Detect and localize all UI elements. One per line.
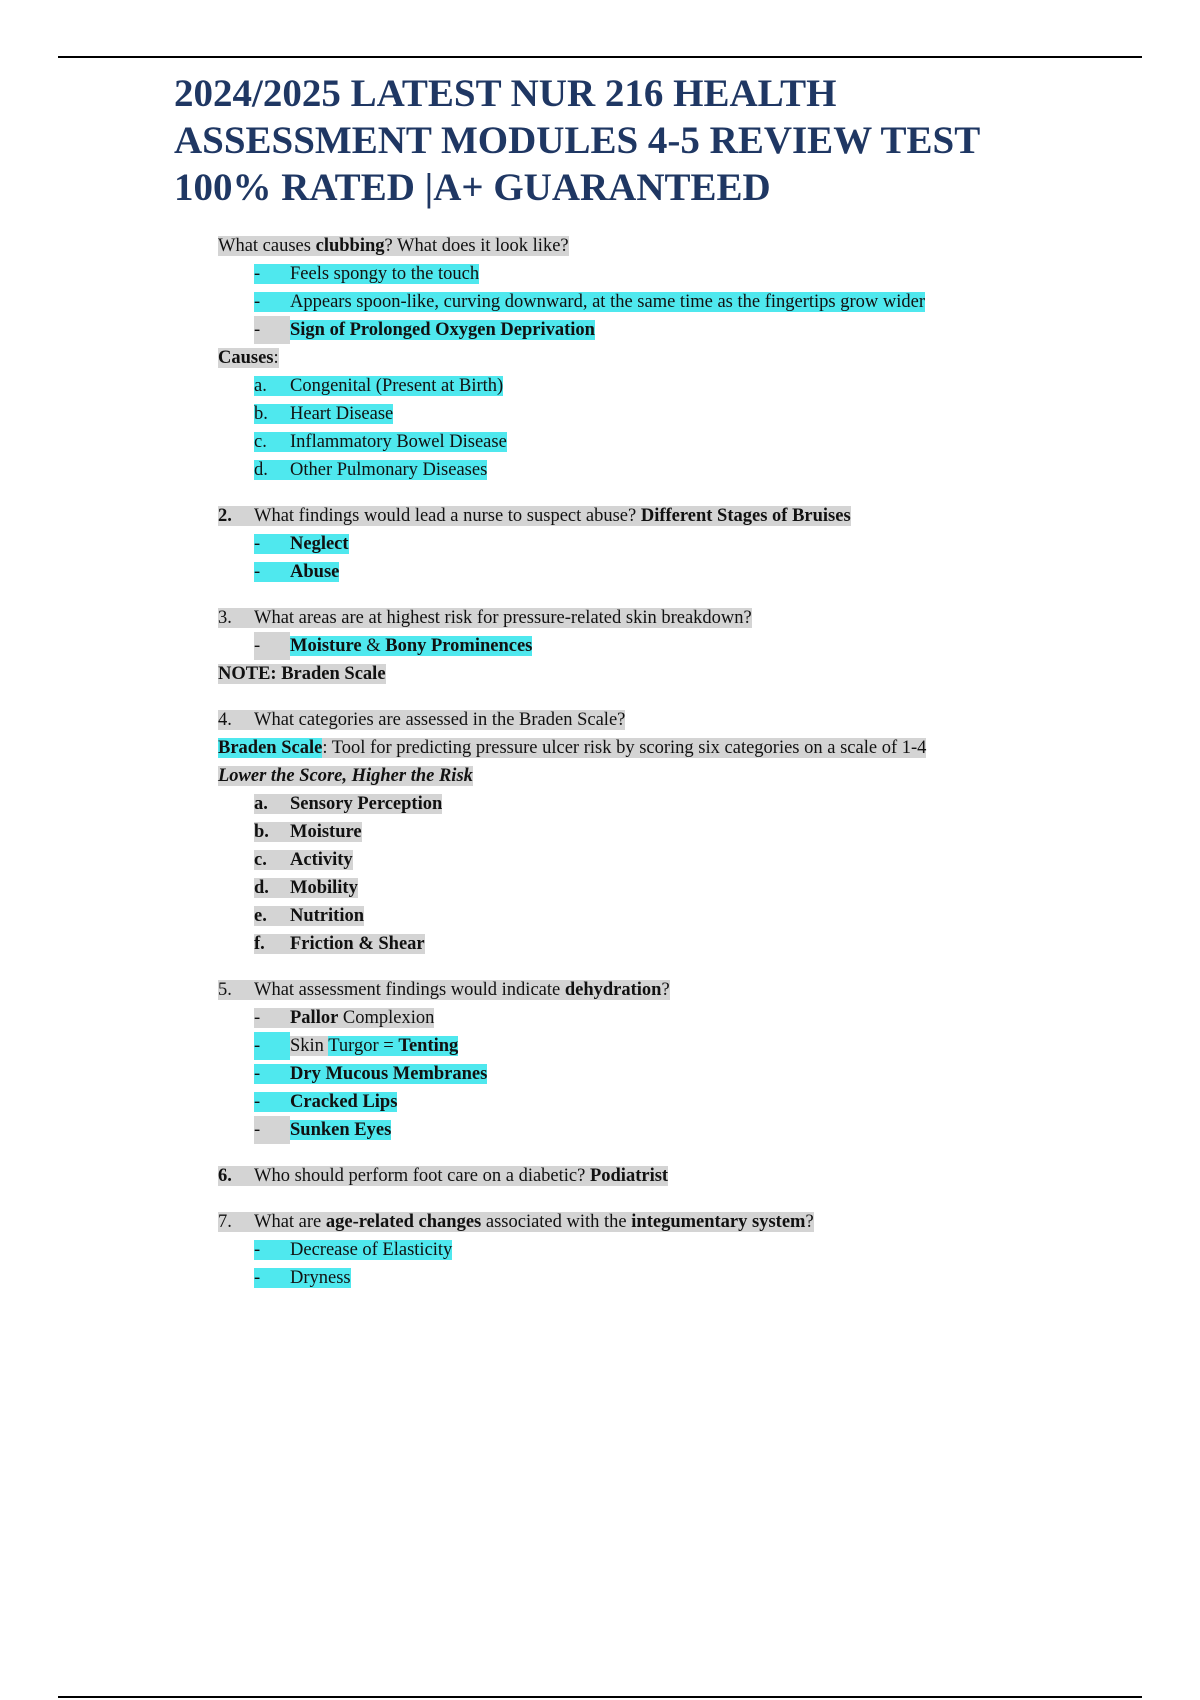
list-item: b. Moisture: [254, 822, 362, 842]
question-4: 4. What categories are assessed in the Braden Scale?: [218, 710, 626, 730]
question-6: 6. Who should perform foot care on a diabetic? Podiatrist: [218, 1166, 669, 1186]
list-item: - Dry Mucous Membranes: [254, 1064, 488, 1084]
question-7: 7. What are age-related changes associated with the integumentary system?: [218, 1212, 814, 1232]
list-item: c. Inflammatory Bowel Disease: [254, 432, 507, 452]
list-item: - Pallor Complexion: [254, 1008, 435, 1028]
question-1: What causes clubbing? What does it look like?: [218, 236, 569, 256]
question-5: 5. What assessment findings would indicate dehydration?: [218, 980, 670, 1000]
list-item: - Sign of Prolonged Oxygen Deprivation: [218, 316, 1118, 344]
list-item: - Skin Turgor = Tenting: [218, 1032, 1118, 1060]
list-item: f. Friction & Shear: [254, 934, 425, 954]
list-item: - Feels spongy to the touch: [254, 264, 480, 284]
list-item: d. Mobility: [254, 878, 358, 898]
bottom-rule: [58, 1696, 1142, 1698]
list-item: - Abuse: [254, 562, 340, 582]
list-item: a. Sensory Perception: [254, 794, 443, 814]
top-rule: [58, 56, 1142, 58]
list-item: - Moisture & Bony Prominences: [218, 632, 1118, 660]
list-item: - Cracked Lips: [254, 1092, 398, 1112]
braden-definition: Braden Scale: Tool for predicting pressure ulcer risk by scoring six categories on a scale of 1-4: [218, 738, 927, 758]
list-item: c. Activity: [254, 850, 353, 870]
list-item: - Decrease of Elasticity: [254, 1240, 453, 1260]
list-item: d. Other Pulmonary Diseases: [254, 460, 488, 480]
braden-emphasis: Lower the Score, Higher the Risk: [218, 766, 473, 786]
list-item: - Neglect: [254, 534, 349, 554]
question-3: 3. What areas are at highest risk for pressure-related skin breakdown?: [218, 608, 752, 628]
list-item: - Appears spoon-like, curving downward, at the same time as the fingertips grow wider: [254, 292, 925, 312]
list-item: - Sunken Eyes: [218, 1116, 1118, 1144]
list-item: e. Nutrition: [254, 906, 364, 926]
note: NOTE: Braden Scale: [218, 664, 386, 684]
question-2: 2. What findings would lead a nurse to suspect abuse? Different Stages of Bruises: [218, 506, 851, 526]
question-1-text: What causes: [218, 236, 316, 256]
list-item: b. Heart Disease: [254, 404, 394, 424]
causes-heading: Causes:: [218, 348, 279, 368]
document-title: 2024/2025 LATEST NUR 216 HEALTH ASSESSMENT MODULES 4-5 REVIEW TEST 100% RATED |A+ GUARANTEED: [174, 72, 980, 209]
list-item: a. Congenital (Present at Birth): [254, 376, 504, 396]
question-1-keyword: clubbing: [315, 236, 385, 256]
list-item: - Dryness: [254, 1268, 351, 1288]
document-body: [218, 232, 1118, 1292]
